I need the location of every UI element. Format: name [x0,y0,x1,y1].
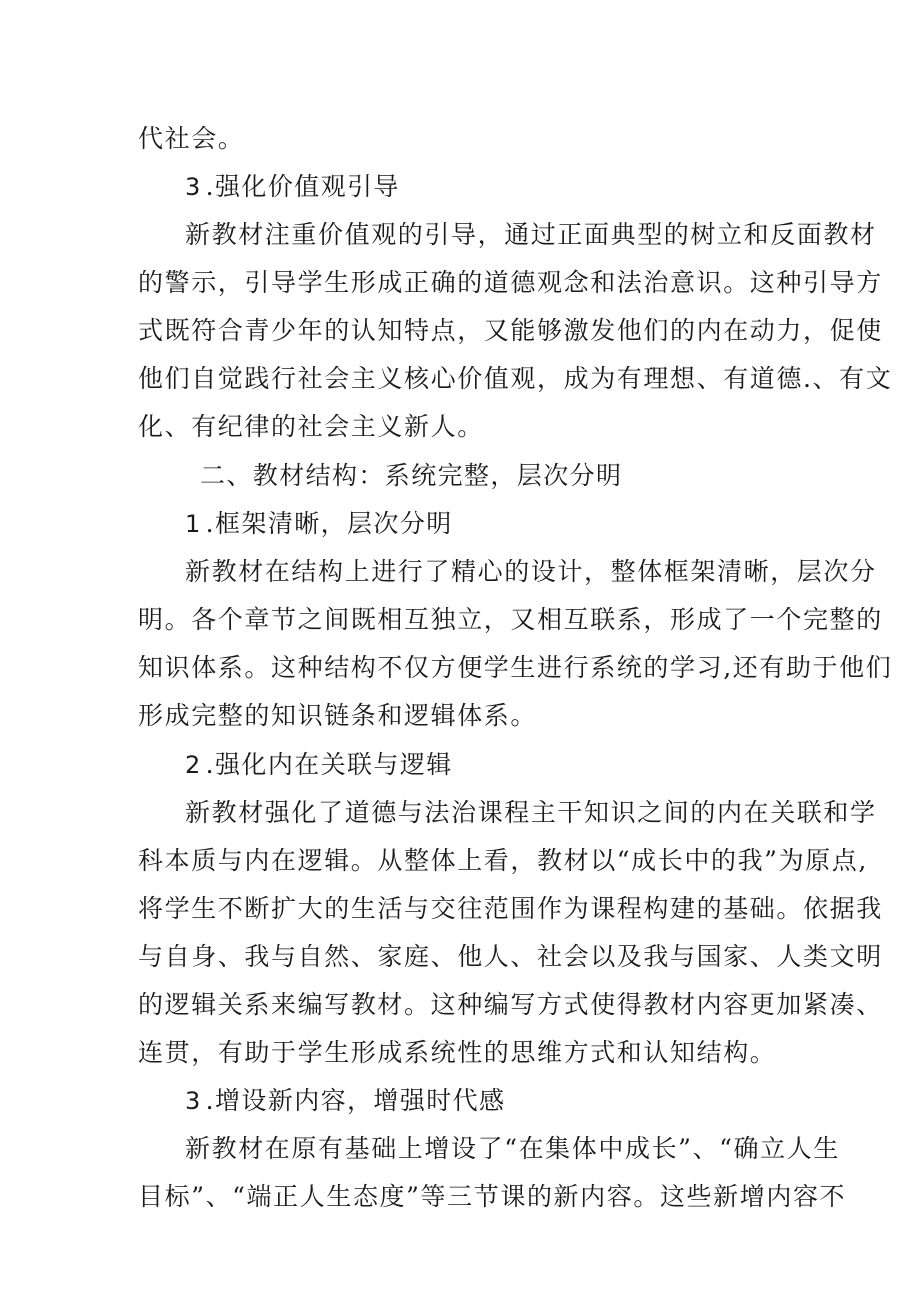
heading-text: .框架清晰，层次分明 [205,509,453,538]
line-text: 的警示，引导学生形成正确的道德观念和法治意识。这种引导方 [138,268,883,297]
text-line [0,837,920,884]
line-text: 连贯，有助于学生形成系统性的思维方式和认知结构。 [138,1038,777,1067]
line-text: 新教材在原有基础上增设了“在集体中成长”、“确立人生 [185,1134,840,1163]
heading-text: .强化价值观引导 [205,172,400,201]
line-text: 化、有纪律的社会主义新人。 [138,412,484,441]
text-line [0,307,920,354]
heading-text: 二、教材结构：系统完整，层次分明 [200,461,623,490]
line-text: 将学生不断扩大的生活与交往范围作为课程构建的基础。依据我 [138,894,883,923]
text-line [0,933,920,980]
text-line [0,596,920,643]
line-text: 科本质与内在逻辑。从整体上看，教材以“成长中的我”为原点, [138,846,868,875]
line-text: 明。各个章节之间既相互独立，又相互联系，形成了一个完整的 [138,605,883,634]
line-text: 他们自觉践行社会主义核心价值观，成为有理想、有道德.、有文 [138,364,893,393]
text-line [0,789,920,836]
text-line [0,355,920,402]
subsection-heading [0,163,920,210]
text-line [0,692,920,739]
line-text: 式既符合青少年的认知特点，又能够激发他们的内在动力，促使 [138,316,883,345]
heading-text: .强化内在关联与逻辑 [205,750,453,779]
line-text: 形成完整的知识链条和逻辑体系。 [138,701,538,730]
heading-number: 1 [185,510,202,538]
line-text: 目标”、“端正人生态度”等三节课的新内容。这些新增内容不 [138,1182,847,1211]
subsection-heading [0,500,920,547]
heading-number: 2 [185,751,202,779]
line-text: 新教材在结构上进行了精心的设计，整体框架清晰，层次分 [185,557,877,586]
section-heading [0,452,920,499]
line-text: 代社会。 [138,124,245,153]
line-text: 知识体系。这种结构不仅方便学生进行系统的学习,还有助于他们 [138,653,893,682]
text-line [0,115,920,162]
heading-text: .增设新内容，增强时代感 [205,1086,506,1115]
text-line [0,981,920,1028]
text-line [0,1029,920,1076]
line-text: 新教材注重价值观的引导，通过正面典型的树立和反面教材 [185,220,877,249]
heading-number: 3 [185,173,202,201]
text-line [0,1125,920,1172]
text-line [0,211,920,258]
heading-number: 3 [185,1087,202,1115]
text-line [0,885,920,932]
text-line [0,1173,920,1220]
text-line [0,644,920,691]
subsection-heading [0,741,920,788]
subsection-heading [0,1077,920,1124]
line-text: 的逻辑关系来编写教材。这种编写方式使得教材内容更加紧凑、 [138,990,883,1019]
text-line [0,548,920,595]
text-line [0,403,920,450]
text-line [0,259,920,306]
line-text: 新教材强化了道德与法治课程主干知识之间的内在关联和学 [185,798,877,827]
line-text: 与自身、我与自然、家庭、他人、社会以及我与国家、人类文明 [138,942,883,971]
